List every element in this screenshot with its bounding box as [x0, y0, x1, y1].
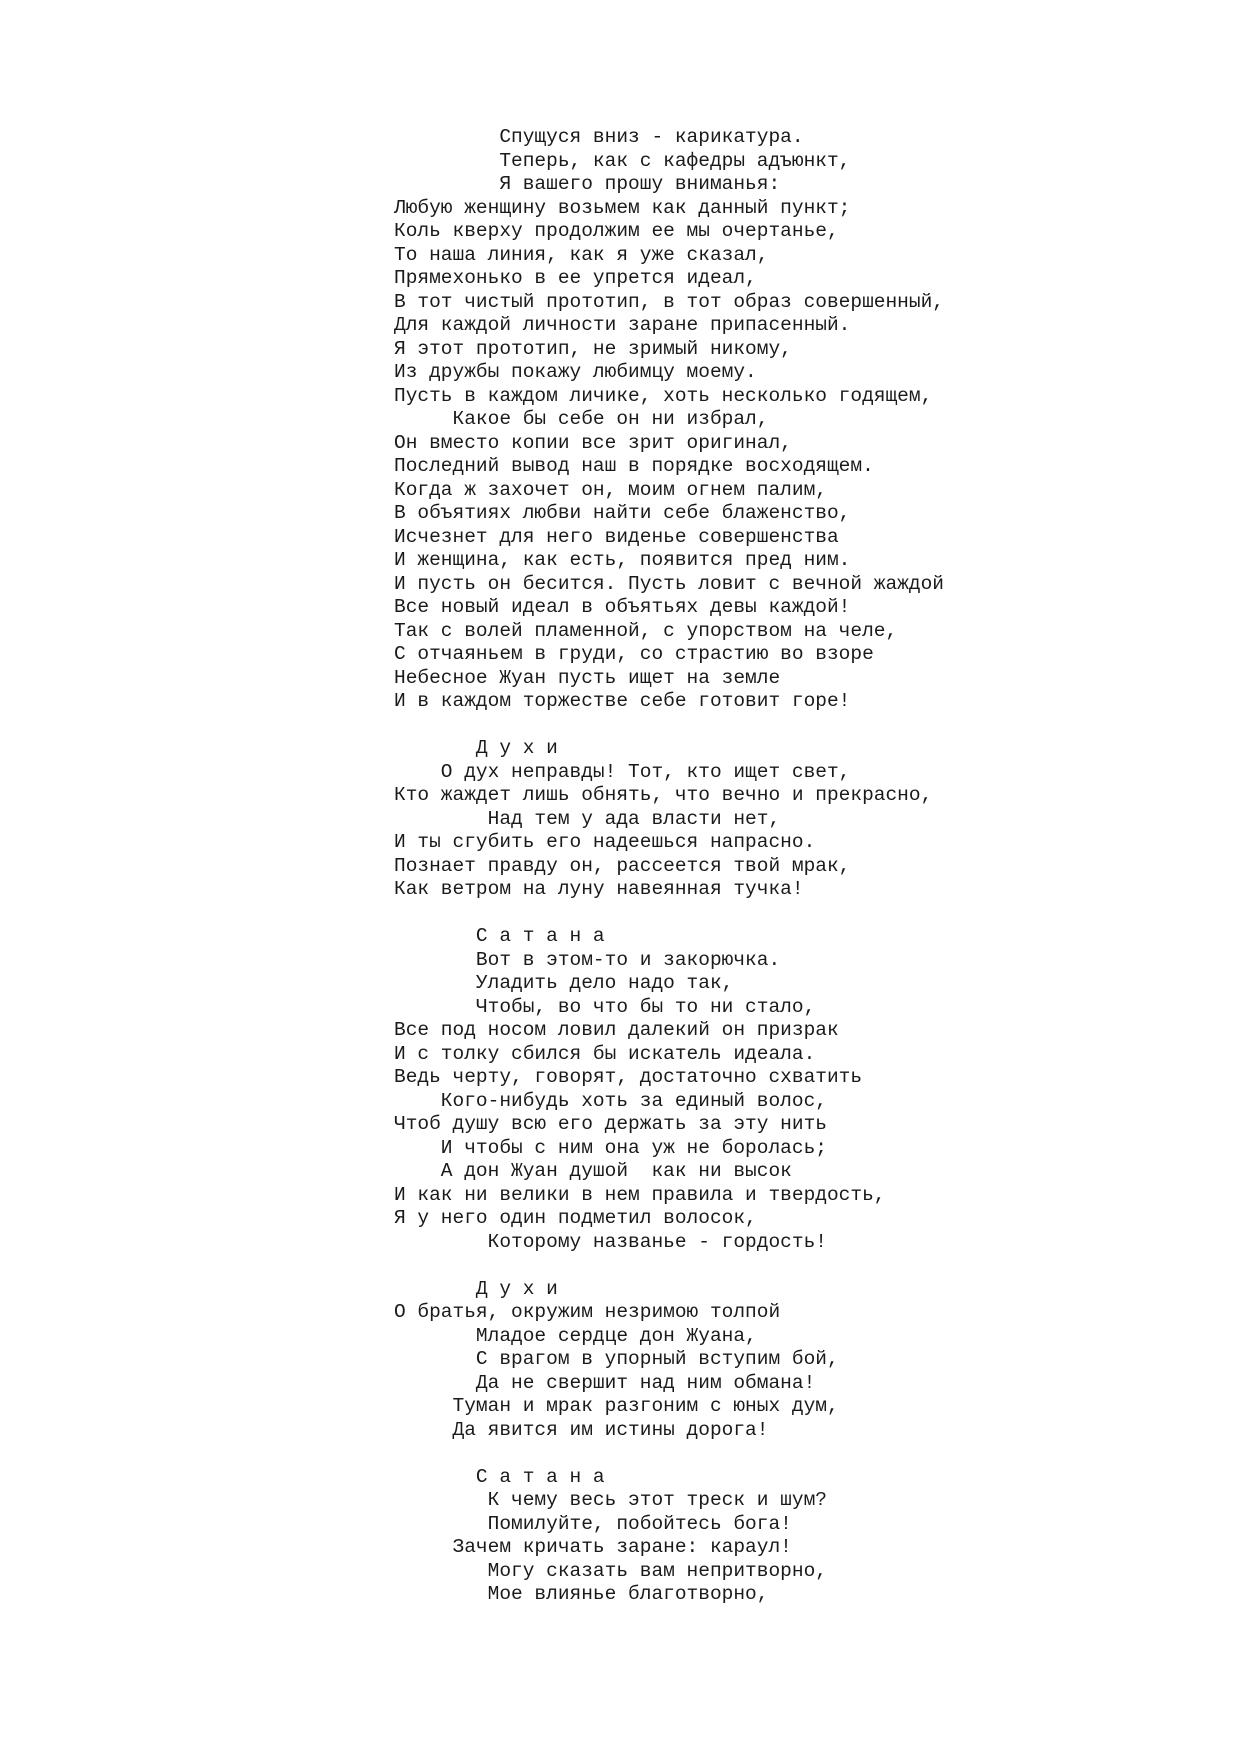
poem-line: И как ни велики в нем правила и твердость,	[394, 1183, 886, 1206]
poem-line: Вот в этом-то и закорючка.	[394, 948, 781, 971]
poem-line: Какое бы себе он ни избрал,	[394, 408, 769, 430]
poem-line	[394, 902, 944, 926]
poem-line: В тот чистый прототип, в тот образ совершенный,	[394, 290, 944, 313]
poem-line: Младое сердце дон Жуана,	[394, 1324, 757, 1347]
poem-line: И пусть он бесится. Пусть ловит с вечной жаждой	[394, 572, 944, 595]
poem-line: И ты сгубить его надеешься напрасно.	[394, 831, 816, 853]
poem-line: Последний вывод наш в порядке восходящем.	[394, 455, 874, 477]
poem-line: Над тем у ада власти нет,	[394, 807, 781, 830]
poem-line: Любую женщину возьмем как данный пункт;	[394, 196, 851, 219]
poem-line: Я этот прототип, не зримый никому,	[394, 337, 792, 360]
poem-line: С а т а н а	[394, 1465, 605, 1488]
poem-line: Из дружбы покажу любимцу моему.	[394, 361, 757, 383]
poem-line: Познает правду он, рассеется твой мрак,	[394, 854, 851, 877]
poem-line: А дон Жуан душой как ни высок	[394, 1160, 792, 1182]
poem-line: И в каждом торжестве себе готовит горе!	[394, 690, 851, 712]
poem-line: Чтоб душу всю его держать за эту нить	[394, 1113, 827, 1135]
poem-line: Как ветром на луну навеянная тучка!	[394, 878, 804, 900]
poem-line: Теперь, как с кафедры адъюнкт,	[394, 149, 851, 172]
poem-line: Туман и мрак разгоним с юных дум,	[394, 1395, 839, 1417]
poem-line	[394, 714, 944, 738]
poem-line: Для каждой личности заране припасенный.	[394, 314, 851, 336]
poem-line: И женщина, как есть, появится пред ним.	[394, 549, 851, 571]
poem-line: И с толку сбился бы искатель идеала.	[394, 1042, 816, 1065]
poem-line: Все под носом ловил далекий он призрак	[394, 1019, 839, 1041]
poem-line: Он вместо копии все зрит оригинал,	[394, 431, 792, 454]
poem-line: Небесное Жуан пусть ищет на земле	[394, 666, 781, 689]
poem-text	[394, 126, 944, 1607]
poem-line: И чтобы с ним она уж не боролась;	[394, 1136, 827, 1159]
poem-line: Ведь черту, говорят, достаточно схватить	[394, 1066, 863, 1088]
poem-line: Могу сказать вам непритворно,	[394, 1559, 827, 1582]
poem-line: С отчаяньем в груди, со страстию во взоре	[394, 643, 874, 665]
poem-line: Мое влиянье благотворно,	[394, 1583, 769, 1605]
poem-line: Да не свершит над ним обмана!	[394, 1371, 816, 1394]
poem-line: Так с волей пламенной, с упорством на челе,	[394, 619, 898, 642]
poem-line: Кто жаждет лишь обнять, что вечно и прекрасно,	[394, 784, 933, 806]
poem-line: Прямехонько в ее упрется идеал,	[394, 267, 757, 289]
poem-line: Зачем кричать заране: караул!	[394, 1536, 792, 1558]
poem-line: О братья, окружим незримою толпой	[394, 1301, 781, 1323]
poem-line: С а т а н а	[394, 925, 605, 947]
poem-line	[394, 1442, 944, 1466]
poem-line: Я у него один подметил волосок,	[394, 1207, 757, 1229]
poem-line: Помилуйте, побойтесь бога!	[394, 1512, 792, 1535]
poem-line: В объятиях любви найти себе блаженство,	[394, 502, 851, 524]
poem-line: Д у х и	[394, 737, 558, 759]
poem-line: То наша линия, как я уже сказал,	[394, 243, 769, 266]
poem-line: Кого-нибудь хоть за единый волос,	[394, 1089, 827, 1112]
poem-line: Которому названье - гордость!	[394, 1230, 827, 1253]
poem-line: Д у х и	[394, 1277, 558, 1300]
poem-line: Уладить дело надо так,	[394, 972, 734, 994]
poem-line: Я вашего прошу вниманья:	[394, 173, 781, 195]
poem-line: Исчезнет для него виденье совершенства	[394, 525, 839, 548]
poem-line: Когда ж захочет он, моим огнем палим,	[394, 478, 827, 501]
poem-line: О дух неправды! Тот, кто ищет свет,	[394, 760, 851, 783]
poem-line: С врагом в упорный вступим бой,	[394, 1348, 839, 1370]
poem-line	[394, 1254, 944, 1278]
poem-line: Коль кверху продолжим ее мы очертанье,	[394, 220, 839, 242]
poem-line: Спущуся вниз - карикатура.	[394, 126, 804, 148]
poem-line: Да явится им истины дорога!	[394, 1418, 769, 1441]
poem-line: Чтобы, во что бы то ни стало,	[394, 995, 816, 1018]
poem-line: Пусть в каждом личике, хоть несколько годящем,	[394, 384, 933, 407]
poem-line: Все новый идеал в объятьях девы каждой!	[394, 596, 851, 618]
poem-line: К чему весь этот треск и шум?	[394, 1489, 827, 1511]
